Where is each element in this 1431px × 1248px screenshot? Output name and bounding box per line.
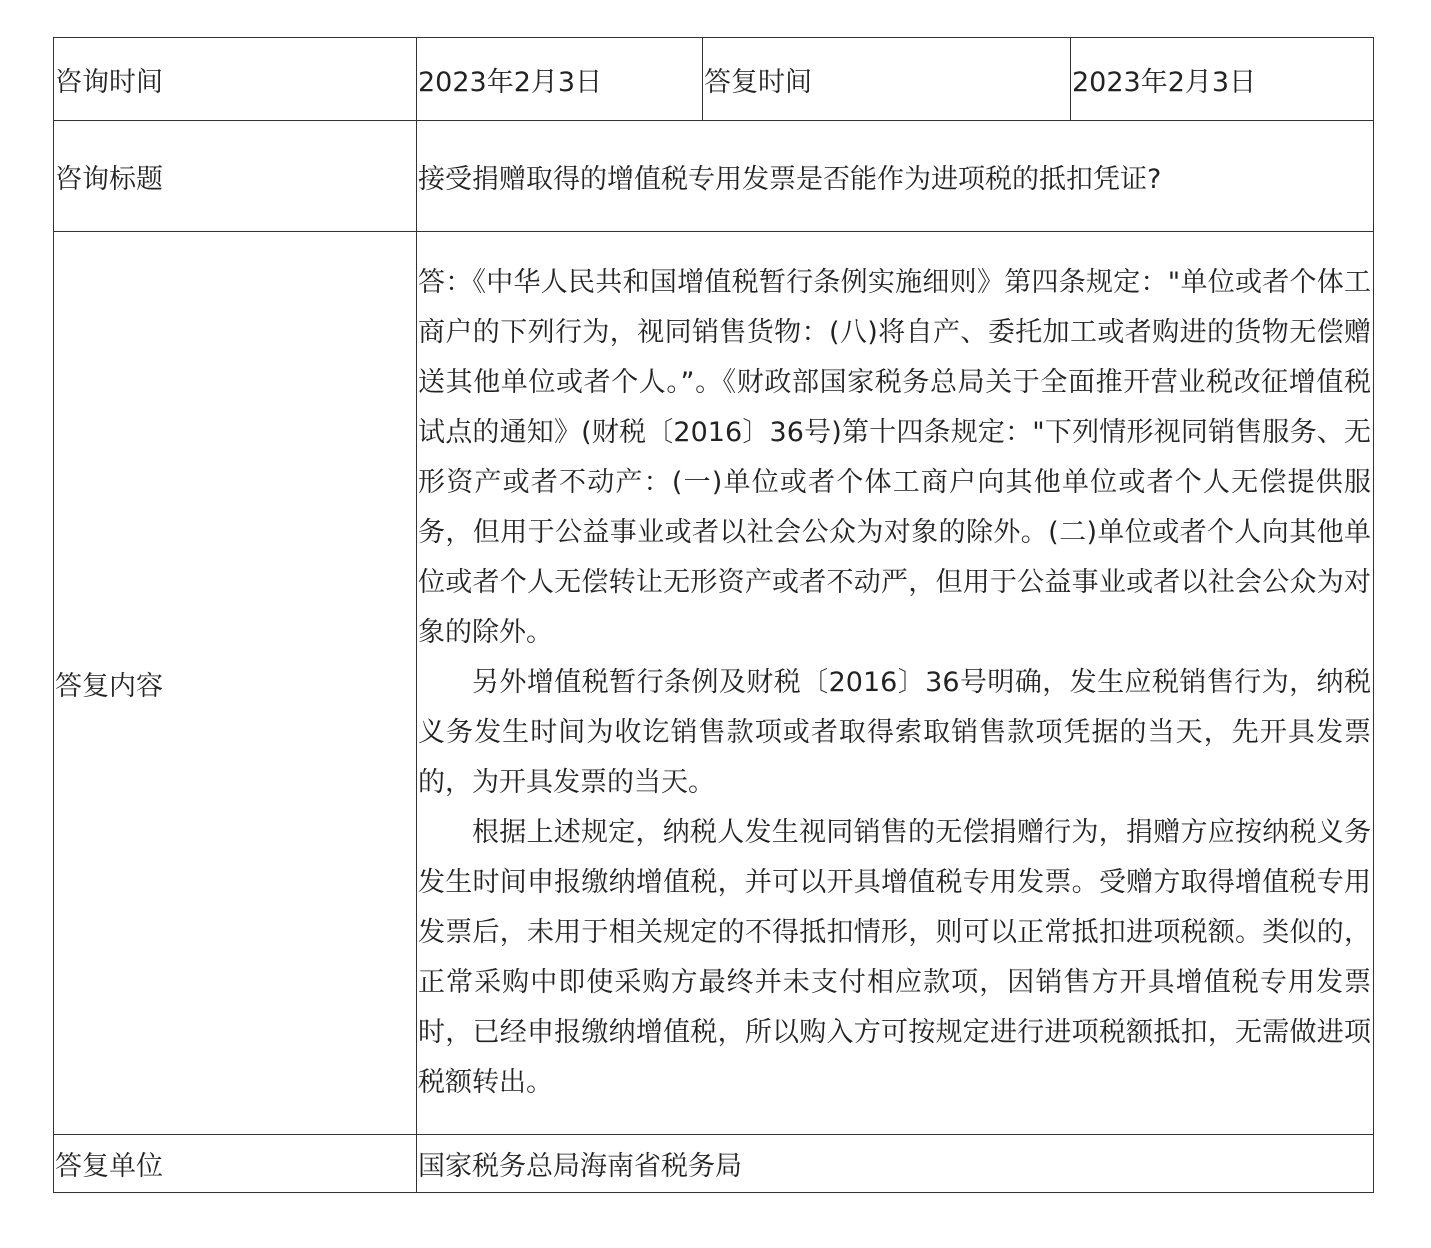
title-row	[54, 121, 1374, 232]
unit-row	[54, 1135, 1374, 1193]
reply-paragraph-3: 根据上述规定，纳税人发生视同销售的无偿捐赠行为，捐赠方应按纳税义务发生时间申报缴纳增值税，并可以开具增值税专用发票。受赠方取得增值税专用发票后，未用于相关规定的不得抵扣情形，则可以正常抵扣进项税额。类似的，正常采购中即使采购方最终并未支付相应款项，因销售方开具增值税专用发票时，已经申报缴纳增值税，所以购入方可按规定进行进项税额抵扣，无需做进项税额转出。	[418, 817, 1371, 1098]
consult-time-value: 2023年2月3日	[417, 38, 703, 121]
consult-time-label: 咨询时间	[54, 38, 417, 121]
content-row	[54, 232, 1374, 1135]
consultation-table	[53, 37, 1374, 1193]
reply-paragraph-1: 答：《中华人民共和国增值税暂行条例实施细则》第四条规定："单位或者个体工商户的下列行为，视同销售货物：(八)将自产、委托加工或者购进的货物无偿赠送其他单位或者个人。”。《财政部国家税务总局关于全面推开营业税改征增值税试点的通知》(财税〔2016〕36号)第十四条规定："下列情形视同销售服务、无形资产或者不动产：(一)单位或者个体工商户向其他单位或者个人无偿提供服务，但用于公益事业或者以社会公众为对象的除外。(二)单位或者个人向其他单位或者个人无偿转让无形资产或者不动严，但用于公益事业或者以社会公众为对象的除外。	[418, 267, 1371, 648]
time-row	[54, 38, 1374, 121]
reply-content-label: 答复内容	[54, 232, 417, 1135]
reply-unit-label: 答复单位	[54, 1135, 417, 1193]
reply-paragraph-2: 另外增值税暂行条例及财税〔2016〕36号明确，发生应税销售行为，纳税义务发生时间为收讫销售款项或者取得索取销售款项凭据的当天，先开具发票的，为开具发票的当天。	[418, 667, 1371, 798]
reply-unit-value: 国家税务总局海南省税务局	[417, 1135, 1374, 1193]
consult-title-value: 接受捐赠取得的增值税专用发票是否能作为进项税的抵扣凭证?	[417, 121, 1374, 232]
reply-time-label: 答复时间	[703, 38, 1071, 121]
consult-title-label: 咨询标题	[54, 121, 417, 232]
reply-time-value: 2023年2月3日	[1071, 38, 1374, 121]
reply-content-body	[417, 232, 1374, 1135]
